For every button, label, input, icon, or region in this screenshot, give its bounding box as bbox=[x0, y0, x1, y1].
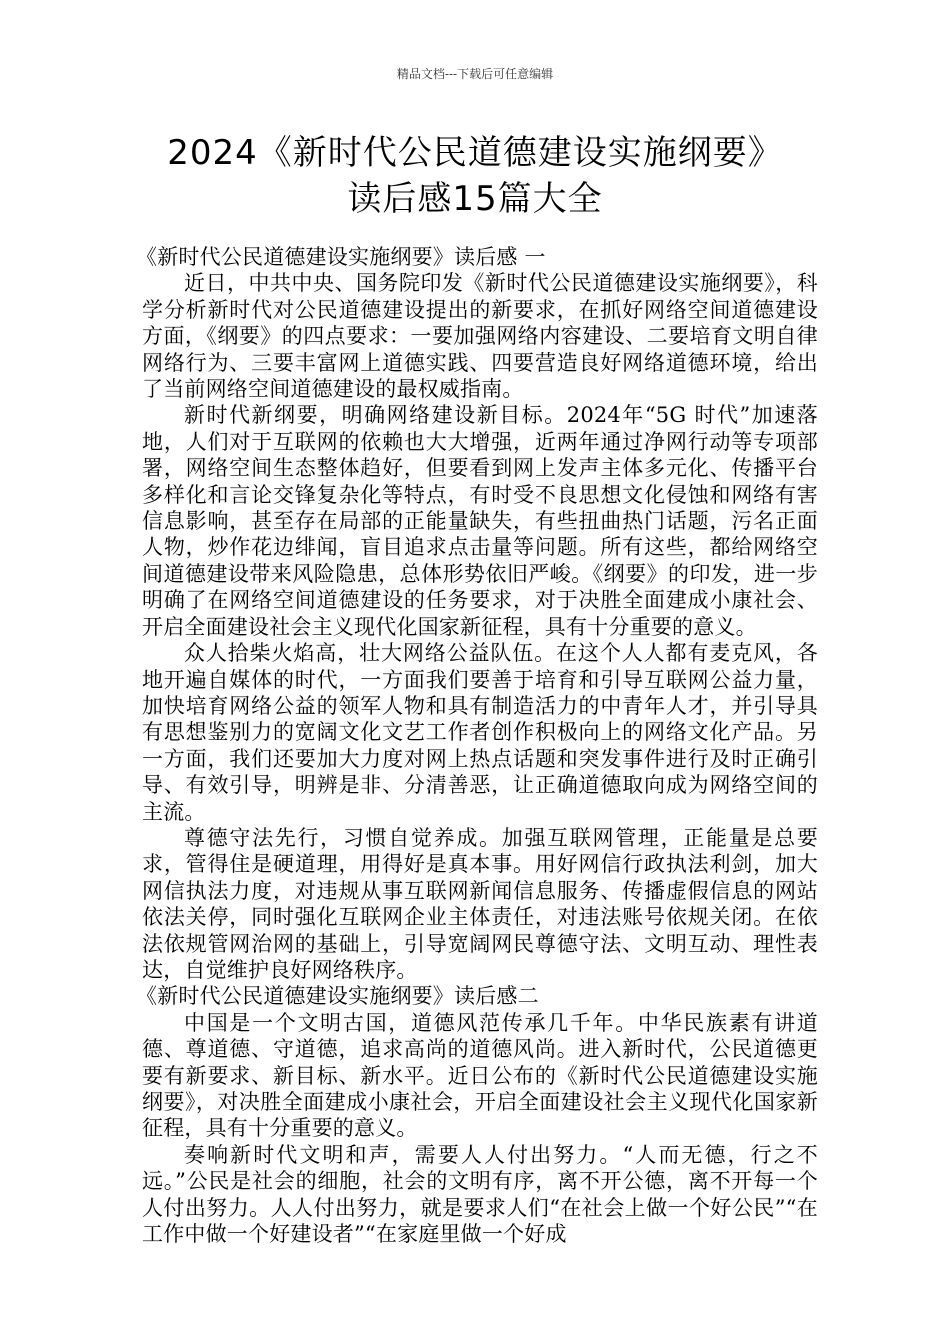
title-line-1: 2024《新时代公民道德建设实施纲要》 bbox=[167, 133, 783, 173]
header-note: 精品文档---下载后可任意编辑 bbox=[396, 67, 554, 81]
paragraph: 尊德守法先行，习惯自觉养成。加强互联网管理，正能量是总要求，管得住是硬道理，用得好是真本事。用好网信行政执法利剑，加大网信执法力度，对违规从事互联网新闻信息服务、传播虚假信息的网站依法关停，同时强化互联网企业主体责任，对违法账号依规关闭。在依法依规管网治网的基础上，引导宽阔网民尊德守法、文明互动、理性表达，自觉维护良好网络秩序。 bbox=[142, 825, 818, 982]
section-heading-1: 《新时代公民道德建设实施纲要》读后感 一 bbox=[136, 245, 546, 269]
paragraph: 奏响新时代文明和声，需要人人付出努力。“人而无德，行之不远。”公民是社会的细胞，社会的文明有序，离不开公德，离不开每一个人付出努力。人人付出努力，就是要求人们“在社会上做一个好公民”“在工作中做一个好建设者”“在家庭里做一个好成 bbox=[142, 1142, 818, 1247]
paragraph: 新时代新纲要，明确网络建设新目标。2024年“5G 时代”加速落地，人们对于互联网的依赖也大大增强，近两年通过净网行动等专项部署，网络空间生态整体趋好，但要看到网上发声主体多元化、传播平台多样化和言论交锋复杂化等特点，有时受不良思想文化侵蚀和网络有害信息影响，甚至存在局部的正能量缺失，有些扭曲热门话题，污名正面人物，炒作花边绯闻，盲目追求点击量等问题。所有这些，都给网络空间道德建设带来风险隐患，总体形势依旧严峻。《纲要》的印发，进一步明确了在网络空间道德建设的任务要求，对于决胜全面建成小康社会、开启全面建设社会主义现代化国家新征程，具有十分重要的意义。 bbox=[142, 403, 818, 639]
document-body bbox=[136, 244, 818, 1247]
title-line-2: 读后感15篇大全 bbox=[347, 179, 603, 219]
paragraph: 中国是一个文明古国，道德风范传承几千年。中华民族素有讲道德、尊道德、守道德，追求高尚的道德风尚。进入新时代，公民道德更要有新要求、新目标、新水平。近日公布的《新时代公民道德建设实施纲要》，对决胜全面建成小康社会，开启全面建设社会主义现代化国家新征程，具有十分重要的意义。 bbox=[142, 1010, 818, 1141]
section-heading-2: 《新时代公民道德建设实施纲要》读后感二 bbox=[136, 984, 539, 1009]
paragraph: 近日，中共中央、国务院印发《新时代公民道德建设实施纲要》，科学分析新时代对公民道德建设提出的新要求，在抓好网络空间道德建设方面，《纲要》的四点要求：一要加强网络内容建设、二要培育文明自律网络行为、三要丰富网上道德实践、四要营造良好网络道德环境，给出了当前网络空间道德建设的最权威指南。 bbox=[142, 271, 818, 402]
paragraph: 众人拾柴火焰高，壮大网络公益队伍。在这个人人都有麦克风，各地开遍自媒体的时代，一方面我们要善于培育和引导互联网公益力量，加快培育网络公益的领军人物和具有制造活力的中青年人才，并引导具有思想鉴别力的宽阔文化文艺工作者创作积极向上的网络文化产品。另一方面，我们还要加大力度对网上热点话题和突发事件进行及时正确引导、有效引导，明辨是非、分清善恶，让正确道德取向成为网络空间的主流。 bbox=[142, 641, 818, 824]
document-title bbox=[100, 130, 850, 222]
